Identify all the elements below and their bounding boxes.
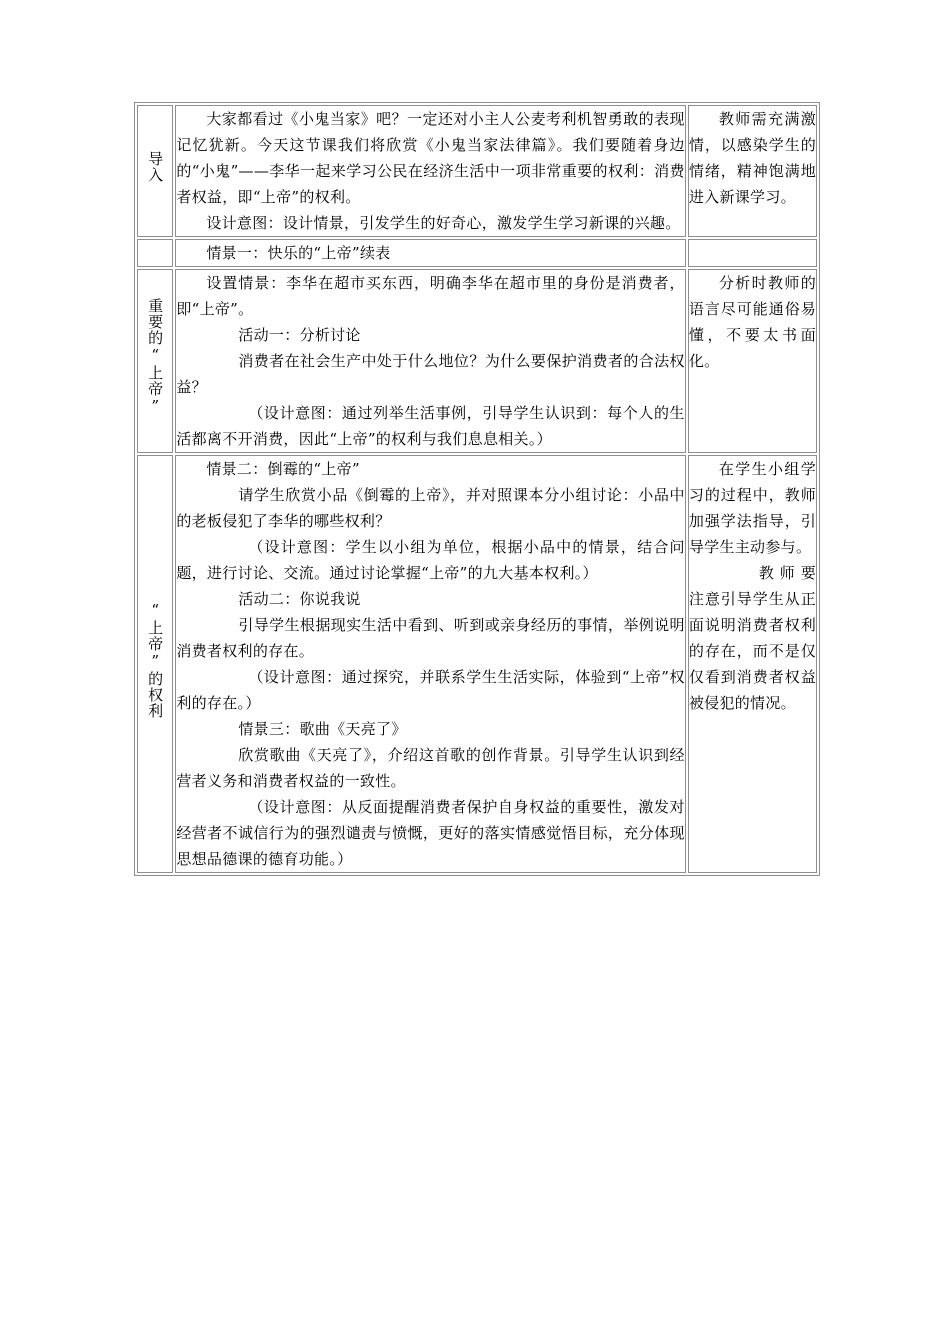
row-label: 重要的“上帝” bbox=[146, 298, 165, 416]
design-intent-paragraph: （设计意图：通过探究，并联系学生生活实际，体验到“上帝”权利的存在。） bbox=[176, 668, 685, 712]
teacher-note-cell bbox=[688, 269, 817, 453]
design-intent-paragraph: （设计意图：通过列举生活事例，引导学生认识到：每个人的生活都离不开消费，因此“上帝”的权利与我们息息相关。） bbox=[176, 404, 685, 448]
scene-heading: 情景二：倒霉的“上帝” bbox=[206, 460, 360, 478]
row-label-cell bbox=[137, 239, 173, 267]
activity-heading: 活动二：你说我说 bbox=[238, 590, 361, 608]
content-cell bbox=[175, 455, 686, 873]
lesson-plan-table bbox=[134, 102, 820, 876]
activity-heading: 活动一：分析讨论 bbox=[238, 326, 361, 344]
design-intent-paragraph: （设计意图：从反面提醒消费者保护自身权益的重要性，激发对经营者不诚信行为的强烈谴责与愤慨，更好的落实情感觉悟目标，充分体现思想品德课的德育功能。） bbox=[176, 798, 685, 868]
row-label-cell bbox=[137, 269, 173, 453]
scene-heading: 情景一：快乐的“上帝”续表 bbox=[206, 244, 391, 262]
table-row-god-rights bbox=[137, 455, 817, 873]
content-cell bbox=[175, 105, 686, 237]
row-label: 导入 bbox=[146, 151, 165, 183]
teacher-note: 分析时教师的语言尽可能通俗易懂，不要太书面化。 bbox=[688, 274, 816, 370]
content-paragraph: 大家都看过《小鬼当家》吧？一定还对小主人公麦考利机智勇敢的表现记忆犹新。今天这节课我们将欣赏《小鬼当家法律篇》。我们要随着身边的“小鬼”——李华一起来学习公民在经济生活中一项非常重要的权利：消费者权益，即“上帝”的权利。 bbox=[176, 110, 685, 206]
content-paragraph: 消费者在社会生产中处于什么地位？为什么要保护消费者的合法权益？ bbox=[176, 352, 685, 396]
teacher-note-cell bbox=[688, 455, 817, 873]
table-row-important-god bbox=[137, 269, 817, 453]
row-label-cell bbox=[137, 105, 173, 237]
teacher-note-cell bbox=[688, 239, 817, 267]
table-row-scene-one bbox=[137, 239, 817, 267]
teacher-note: 教师要注意引导学生从正面说明消费者权利的存在，而不是仅仅看到消费者权益被侵犯的情况。 bbox=[688, 564, 816, 712]
content-paragraph: 请学生欣赏小品《倒霉的上帝》，并对照课本分小组讨论：小品中的老板侵犯了李华的哪些权利？ bbox=[176, 486, 685, 530]
table-row-intro bbox=[137, 105, 817, 237]
teacher-note-cell bbox=[688, 105, 817, 237]
content-cell bbox=[175, 239, 686, 267]
content-paragraph: 设置情景：李华在超市买东西，明确李华在超市里的身份是消费者，即“上帝”。 bbox=[176, 274, 685, 318]
content-cell bbox=[175, 269, 686, 453]
content-paragraph: 引导学生根据现实生活中看到、听到或亲身经历的事情，举例说明消费者权利的存在。 bbox=[176, 616, 685, 660]
teacher-note: 教师需充满激情，以感染学生的情绪，精神饱满地进入新课学习。 bbox=[688, 110, 816, 206]
teacher-note: 在学生小组学习的过程中，教师加强学法指导，引导学生主动参与。 bbox=[688, 460, 816, 556]
row-label: “上帝”的权利 bbox=[146, 601, 165, 719]
row-label-cell bbox=[137, 455, 173, 873]
design-intent-paragraph: （设计意图：学生以小组为单位，根据小品中的情景，结合问题，进行讨论、交流。通过讨论掌握“上帝”的九大基本权利。） bbox=[176, 538, 685, 582]
design-intent-paragraph: 设计意图：设计情景，引发学生的好奇心，激发学生学习新课的兴趣。 bbox=[206, 214, 681, 232]
content-paragraph: 欣赏歌曲《天亮了》，介绍这首歌的创作背景。引导学生认识到经营者义务和消费者权益的一致性。 bbox=[176, 746, 685, 790]
scene-heading: 情景三：歌曲《天亮了》 bbox=[238, 720, 407, 738]
